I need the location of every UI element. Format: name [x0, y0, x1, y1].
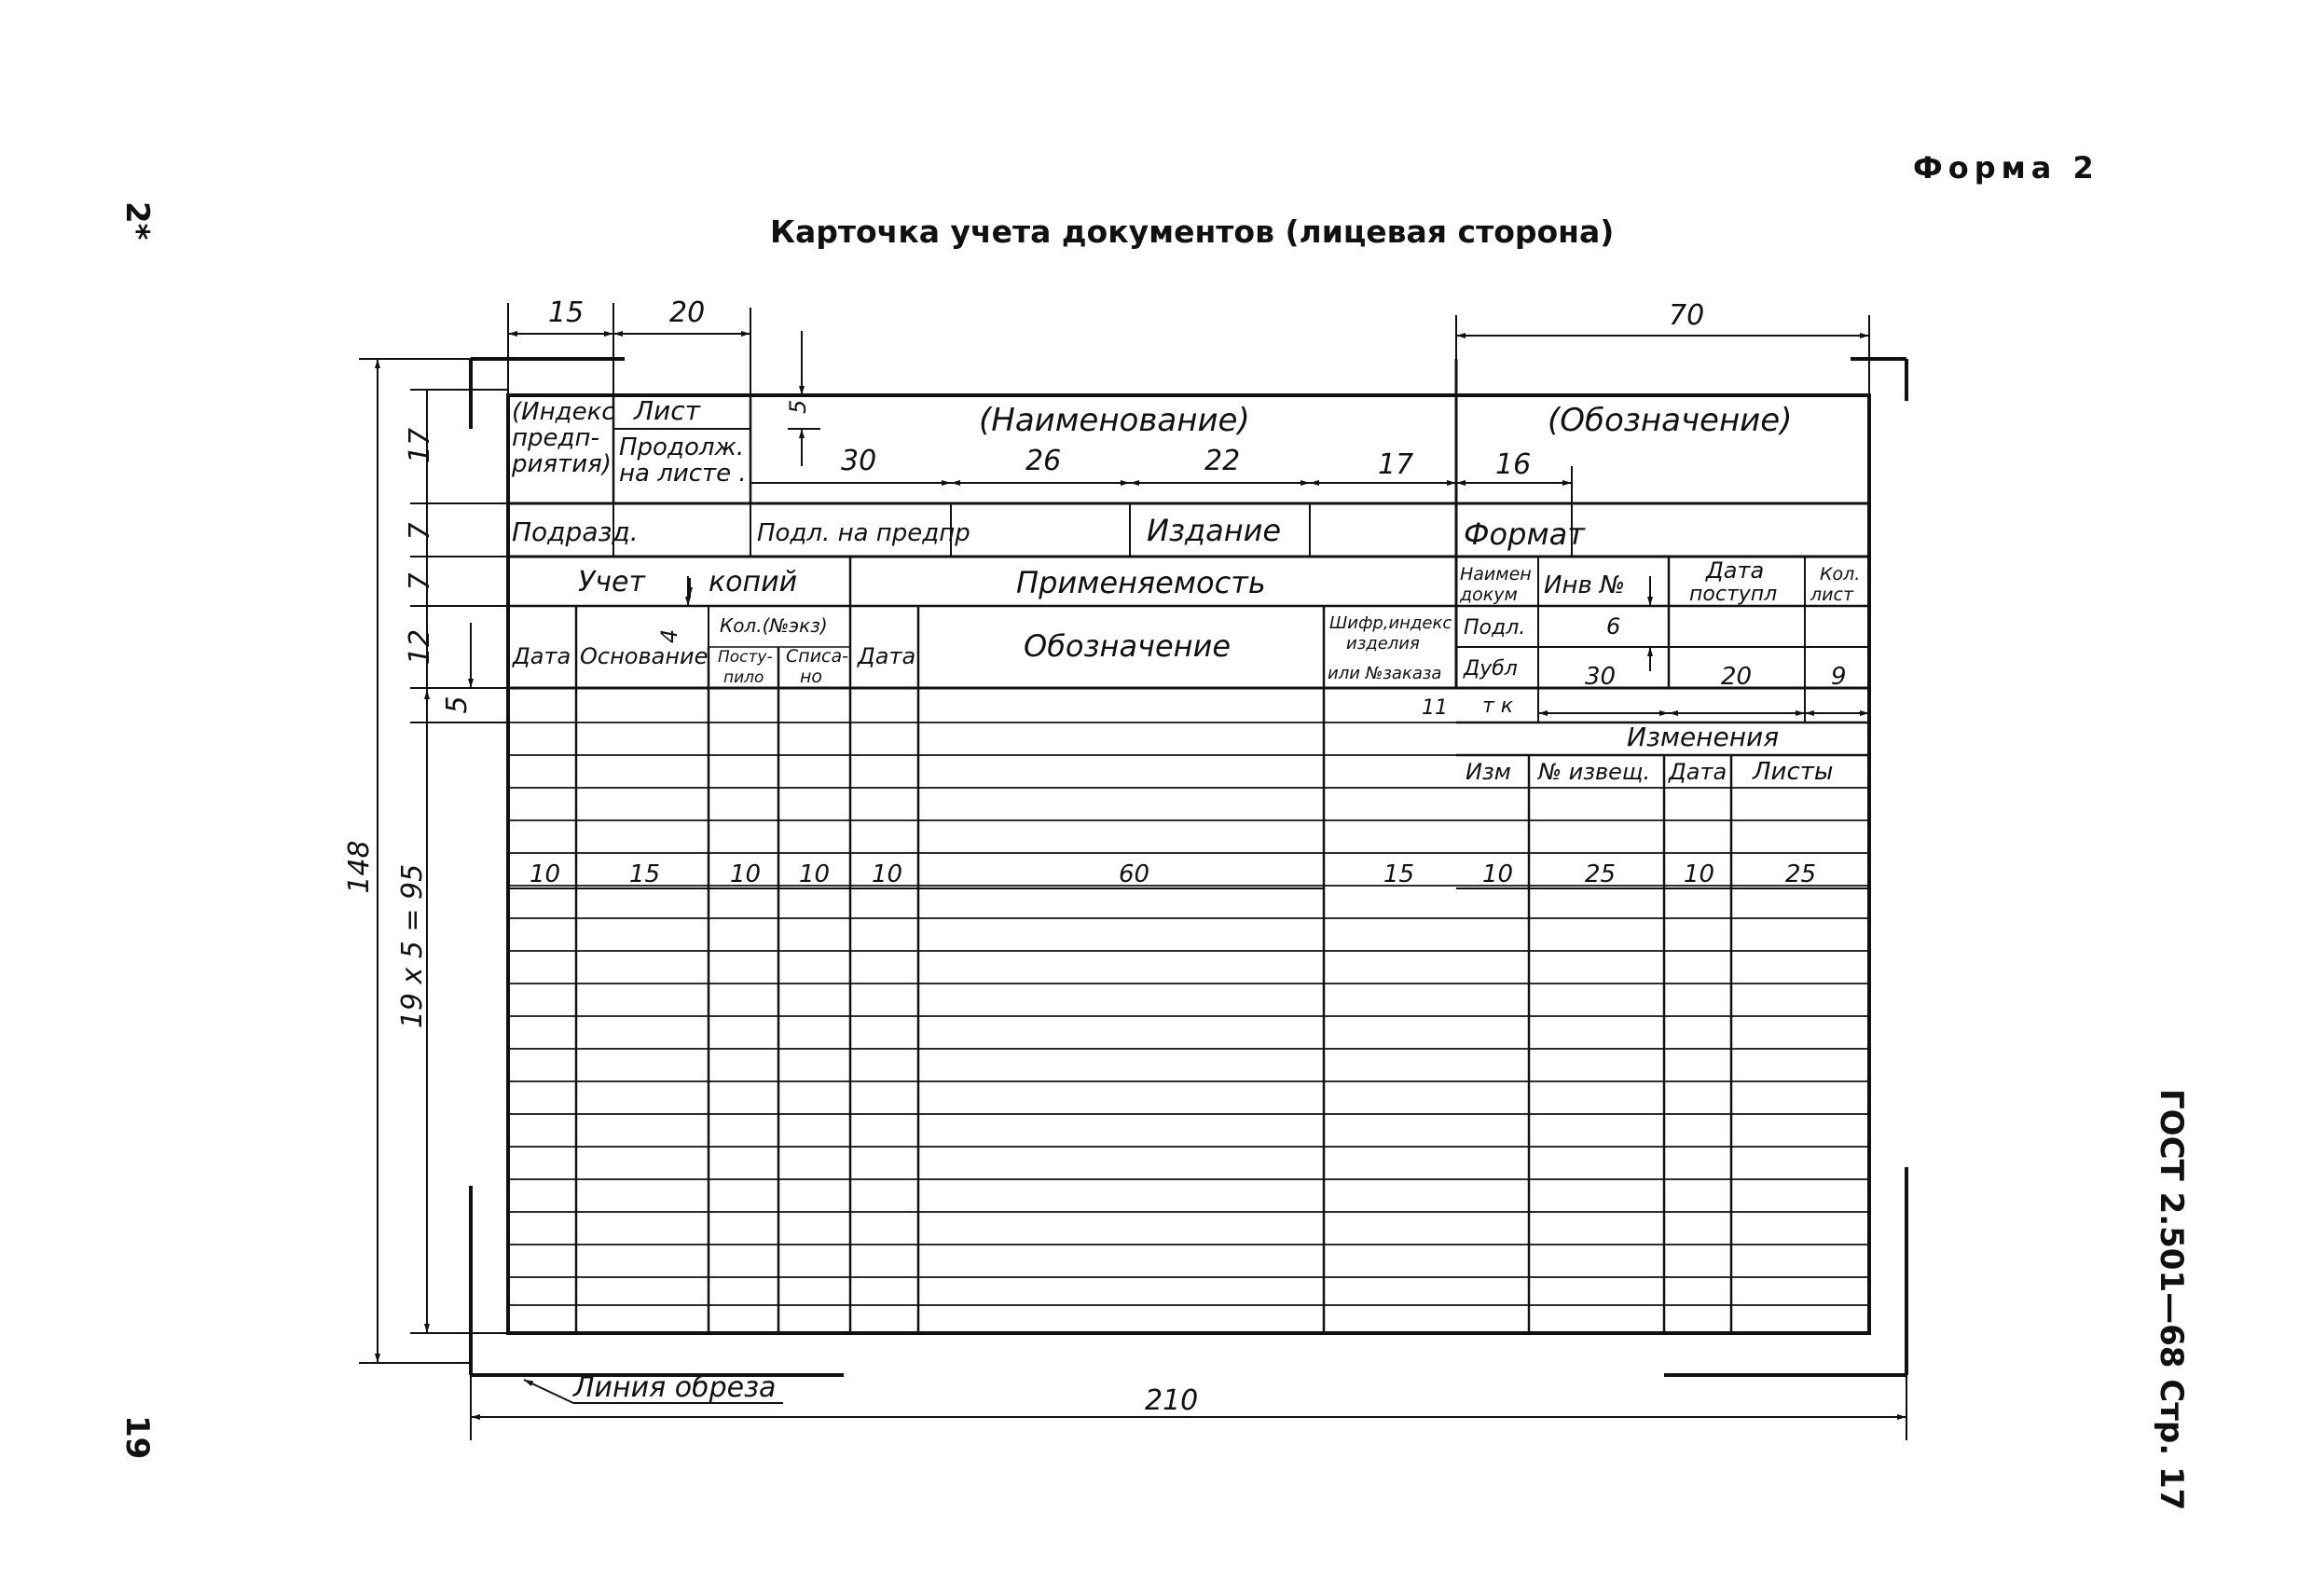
- dim-w-22: 22: [1204, 445, 1241, 477]
- dim-w-17: 17: [1378, 448, 1414, 481]
- dim-row-7a: 7: [404, 522, 436, 541]
- sheet-count-2: лист: [1810, 585, 1854, 605]
- enterprise-index-2: предп-: [512, 424, 599, 452]
- edition-label: Издание: [1147, 513, 1282, 548]
- col-date-2: Дата: [858, 643, 916, 669]
- doc-name-1: Наимен: [1460, 564, 1532, 585]
- side-mark-bottom: 19: [118, 1415, 156, 1460]
- col-qty-copies: Кол.(№экз): [720, 614, 828, 637]
- standard-reference: ГОСТ 2.501—68 Стр. 17: [2153, 1089, 2190, 1511]
- chg-num: Изм: [1466, 759, 1511, 785]
- col-date: Дата: [513, 643, 571, 669]
- date-received-1: Дата: [1706, 557, 1765, 584]
- col-received-1: Посту-: [718, 648, 773, 667]
- dim-col-10c: 10: [799, 860, 831, 888]
- col-basis: Основание: [580, 643, 709, 669]
- form-label: Форма 2: [1913, 150, 2099, 186]
- dim-r-9: 9: [1831, 663, 1847, 691]
- col-received-2: пило: [723, 668, 764, 687]
- dim-col-10e: 10: [1482, 860, 1514, 888]
- dim-inner-5: 5: [785, 399, 811, 414]
- dim-top-15: 15: [548, 296, 585, 329]
- doc-name-2: докум: [1460, 585, 1518, 605]
- dim-overall-height: 148: [343, 840, 376, 894]
- dim-r-20: 20: [1721, 663, 1753, 691]
- enterprise-index-1: (Индекс: [512, 398, 615, 426]
- page-title: Карточка учета документов (лицевая сторона): [770, 213, 1615, 250]
- dim-row-17: 17: [404, 427, 436, 464]
- form-labels: [511, 395, 1860, 1404]
- signed-enterprise-label: Подл. на предпр: [757, 519, 970, 547]
- dim-col-10f: 10: [1684, 860, 1715, 888]
- inv-no-label: Инв №: [1544, 571, 1626, 599]
- dim-col-10b: 10: [730, 860, 762, 888]
- dim-top-70: 70: [1669, 299, 1705, 332]
- designation-label: (Обозначение): [1548, 402, 1793, 439]
- continued-label-2: на листе .: [619, 460, 747, 488]
- dim-col-10a: 10: [530, 860, 561, 888]
- dim-col-60: 60: [1119, 860, 1150, 888]
- side-mark-top: 2*: [118, 201, 156, 241]
- dim-overall-width: 210: [1145, 1384, 1199, 1417]
- chg-notice: № извещ.: [1538, 759, 1651, 785]
- row-duplicate: Дубл: [1464, 657, 1518, 681]
- dim-w-26: 26: [1025, 445, 1062, 477]
- dim-w-16: 16: [1495, 448, 1532, 481]
- format-label: Формат: [1464, 516, 1585, 552]
- dim-inner-6: 6: [1606, 613, 1621, 640]
- dim-rows-height: 19 x 5 = 95: [396, 863, 429, 1029]
- sheet-count-1: Кол.: [1820, 564, 1861, 585]
- col-written-off-1: Списа-: [786, 646, 848, 667]
- dim-r-30: 30: [1585, 663, 1617, 691]
- changes-label: Изменения: [1627, 722, 1780, 752]
- col-written-off-2: но: [800, 667, 823, 687]
- enterprise-index-3: риятия): [512, 450, 612, 478]
- row-tk: т к: [1482, 695, 1514, 718]
- row-original: Подл.: [1464, 616, 1526, 640]
- name-label: (Наименование): [979, 402, 1250, 439]
- dim-col-25b: 25: [1785, 860, 1817, 888]
- applicability-label: Применяемость: [1016, 565, 1266, 600]
- copies-label: копий: [709, 566, 798, 598]
- col-cipher-3: или №заказа: [1328, 664, 1442, 683]
- dim-row-12: 12: [404, 628, 436, 666]
- dim-col-15a: 15: [629, 860, 661, 888]
- chg-date: Дата: [1669, 759, 1727, 785]
- dim-row-5: 5: [441, 695, 474, 714]
- dim-w-30: 30: [841, 445, 877, 477]
- continued-label-1: Продолж.: [619, 433, 745, 461]
- col-designation: Обозначение: [1024, 628, 1232, 664]
- dim-top-20: 20: [669, 296, 706, 329]
- dim-col-10d: 10: [872, 860, 903, 888]
- col-cipher-1: Шифр,индекс: [1329, 613, 1452, 633]
- dim-inner-4: 4: [656, 628, 682, 643]
- cut-line-label: Линия обреза: [573, 1371, 777, 1404]
- col-cipher-2: изделия: [1346, 634, 1420, 654]
- dim-col-25a: 25: [1585, 860, 1617, 888]
- sheet-label: Лист: [634, 395, 700, 426]
- copy-accounting-label: Учет: [578, 566, 645, 598]
- dim-col-15b: 15: [1383, 860, 1415, 888]
- dim-inner-11: 11: [1422, 696, 1448, 720]
- dim-row-7b: 7: [404, 572, 436, 591]
- chg-sheets: Листы: [1753, 758, 1834, 786]
- subdivision-label: Подразд.: [512, 516, 639, 547]
- date-received-2: поступл: [1689, 583, 1778, 606]
